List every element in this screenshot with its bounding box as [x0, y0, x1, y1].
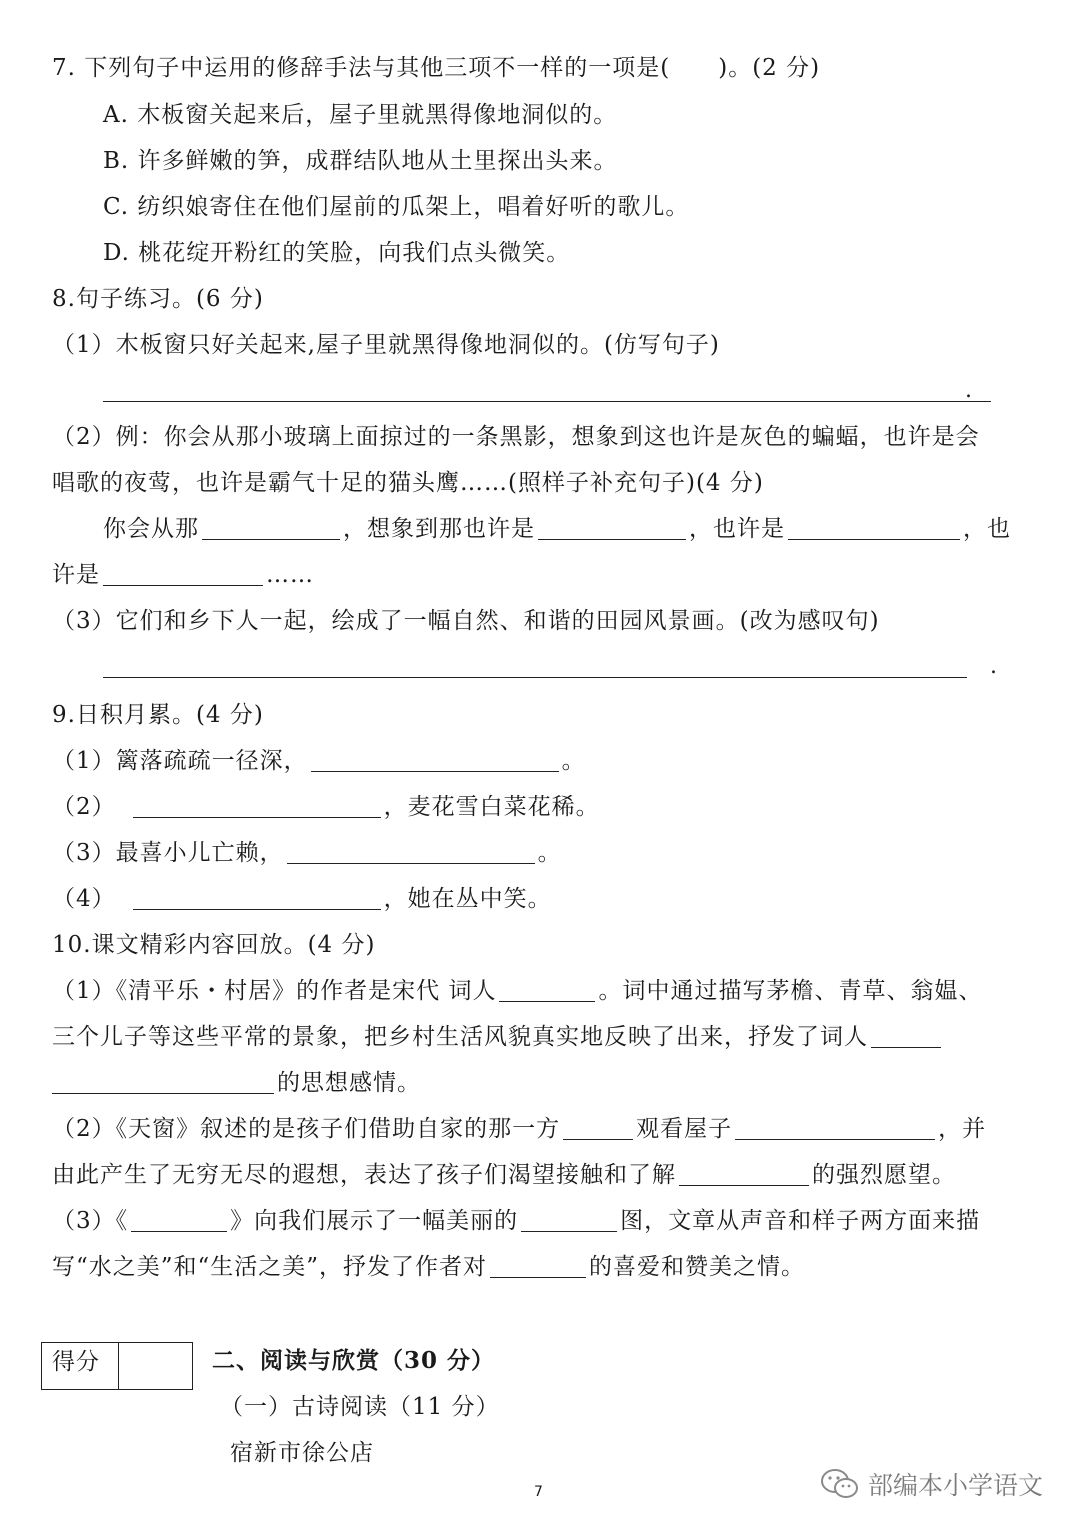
q10-line4: （2）《天窗》叙述的是孩子们借助自家的那一方 观看屋子 ，并	[52, 1116, 987, 1142]
q8-part2-line1: （2）例：你会从那小玻璃上面掠过的一条黑影，想象到这也许是灰色的蝙蝠，也许是会	[52, 424, 980, 450]
q10-blank-title[interactable]	[131, 1207, 227, 1232]
q10-stem: 10.课文精彩内容回放。(4 分)	[52, 932, 376, 958]
q10-blank-picture[interactable]	[521, 1207, 617, 1232]
q9-line4: （4） ，她在丛中笑。	[52, 886, 552, 912]
section2-title: 二、阅读与欣赏（30 分）	[212, 1347, 496, 1374]
score-label: 得分	[52, 1349, 100, 1375]
q8-part1-answer-line[interactable]	[103, 401, 991, 402]
q10-blank-world[interactable]	[679, 1161, 809, 1186]
section2-subtitle: （一）古诗阅读（11 分）	[220, 1394, 500, 1420]
q10-line1: （1）《清平乐・村居》的作者是宋代 词人 。词中通过描写茅檐、青草、翁媪、	[52, 978, 983, 1004]
watermark	[820, 1464, 1043, 1504]
watermark-text: 部编本小学语文	[868, 1471, 1044, 1500]
q10-line3: 的思想感情。	[52, 1068, 421, 1098]
q7-option-a: A. 木板窗关起来后，屋子里就黑得像地洞似的。	[103, 102, 618, 128]
q7-option-c: C. 纺织娘寄住在他们屋前的瓜架上，唱着好听的歌儿。	[103, 194, 690, 220]
q8-stem: 8.句子练习。(6 分)	[52, 286, 264, 312]
q8-part3-period: .	[990, 654, 997, 679]
q8-part2-fill-line1: 你会从那 ，想象到那也许是 ，也许是 ，也	[103, 516, 1011, 542]
q7-option-b: B. 许多鲜嫩的笋，成群结队地从土里探出头来。	[103, 148, 618, 174]
page-number: 7	[534, 1484, 543, 1500]
q8-blank-2[interactable]	[538, 515, 686, 540]
q8-part3-answer-line[interactable]	[103, 677, 967, 678]
q10-line2: 三个儿子等这些平常的景象，把乡村生活风貌真实地反映了出来，抒发了词人	[52, 1022, 944, 1052]
q9-line1: （1）篱落疏疏一径深， 。	[52, 748, 586, 774]
q9-blank-2[interactable]	[133, 793, 381, 818]
q10-blank-outside[interactable]	[735, 1115, 935, 1140]
q10-line7: 写“水之美”和“生活之美”，抒发了作者对 的喜爱和赞美之情。	[52, 1254, 806, 1280]
q10-line5: 由此产生了无穷无尽的遐想，表达了孩子们渴望接触和了解 的强烈愿望。	[52, 1162, 956, 1188]
q8-blank-1[interactable]	[202, 515, 340, 540]
q7-option-d: D. 桃花绽开粉红的笑脸，向我们点头微笑。	[103, 240, 571, 266]
q9-blank-3[interactable]	[287, 839, 535, 864]
q10-blank-window[interactable]	[563, 1115, 633, 1140]
score-box	[41, 1342, 193, 1390]
q8-part2-line2: 唱歌的夜莺，也许是霸气十足的猫头鹰……(照样子补充句子)(4 分)	[52, 470, 764, 496]
q8-blank-3[interactable]	[788, 515, 960, 540]
q10-line6: （3）《 》向我们展示了一幅美丽的 图，文章从声音和样子两方面来描	[52, 1208, 981, 1234]
q9-stem: 9.日积月累。(4 分)	[52, 702, 264, 728]
q10-blank-object[interactable]	[490, 1253, 586, 1278]
q8-part2-fill-line2: 许是 ……	[52, 562, 314, 588]
q9-blank-1[interactable]	[311, 747, 559, 772]
q7-stem: 7. 下列句子中运用的修辞手法与其他三项不一样的一项是( )。(2 分)	[52, 55, 821, 81]
q9-line3: （3）最喜小儿亡赖， 。	[52, 840, 562, 866]
poem-title: 宿新市徐公店	[230, 1440, 374, 1466]
q8-blank-4[interactable]	[103, 561, 263, 586]
chat-bubble-icon	[820, 1467, 860, 1501]
q9-line2: （2） ，麦花雪白菜花稀。	[52, 794, 600, 820]
q10-blank-author[interactable]	[499, 977, 595, 1002]
q10-blank-feeling-b[interactable]	[52, 1069, 274, 1094]
q10-blank-feeling-a[interactable]	[871, 1023, 941, 1048]
score-box-divider	[118, 1343, 119, 1389]
q8-part1: （1）木板窗只好关起来,屋子里就黑得像地洞似的。(仿写句子)	[52, 332, 720, 358]
q8-part3: （3）它们和乡下人一起，绘成了一幅自然、和谐的田园风景画。(改为感叹句)	[52, 608, 880, 634]
q8-part1-period: .	[965, 378, 972, 403]
q9-blank-4[interactable]	[133, 885, 381, 910]
